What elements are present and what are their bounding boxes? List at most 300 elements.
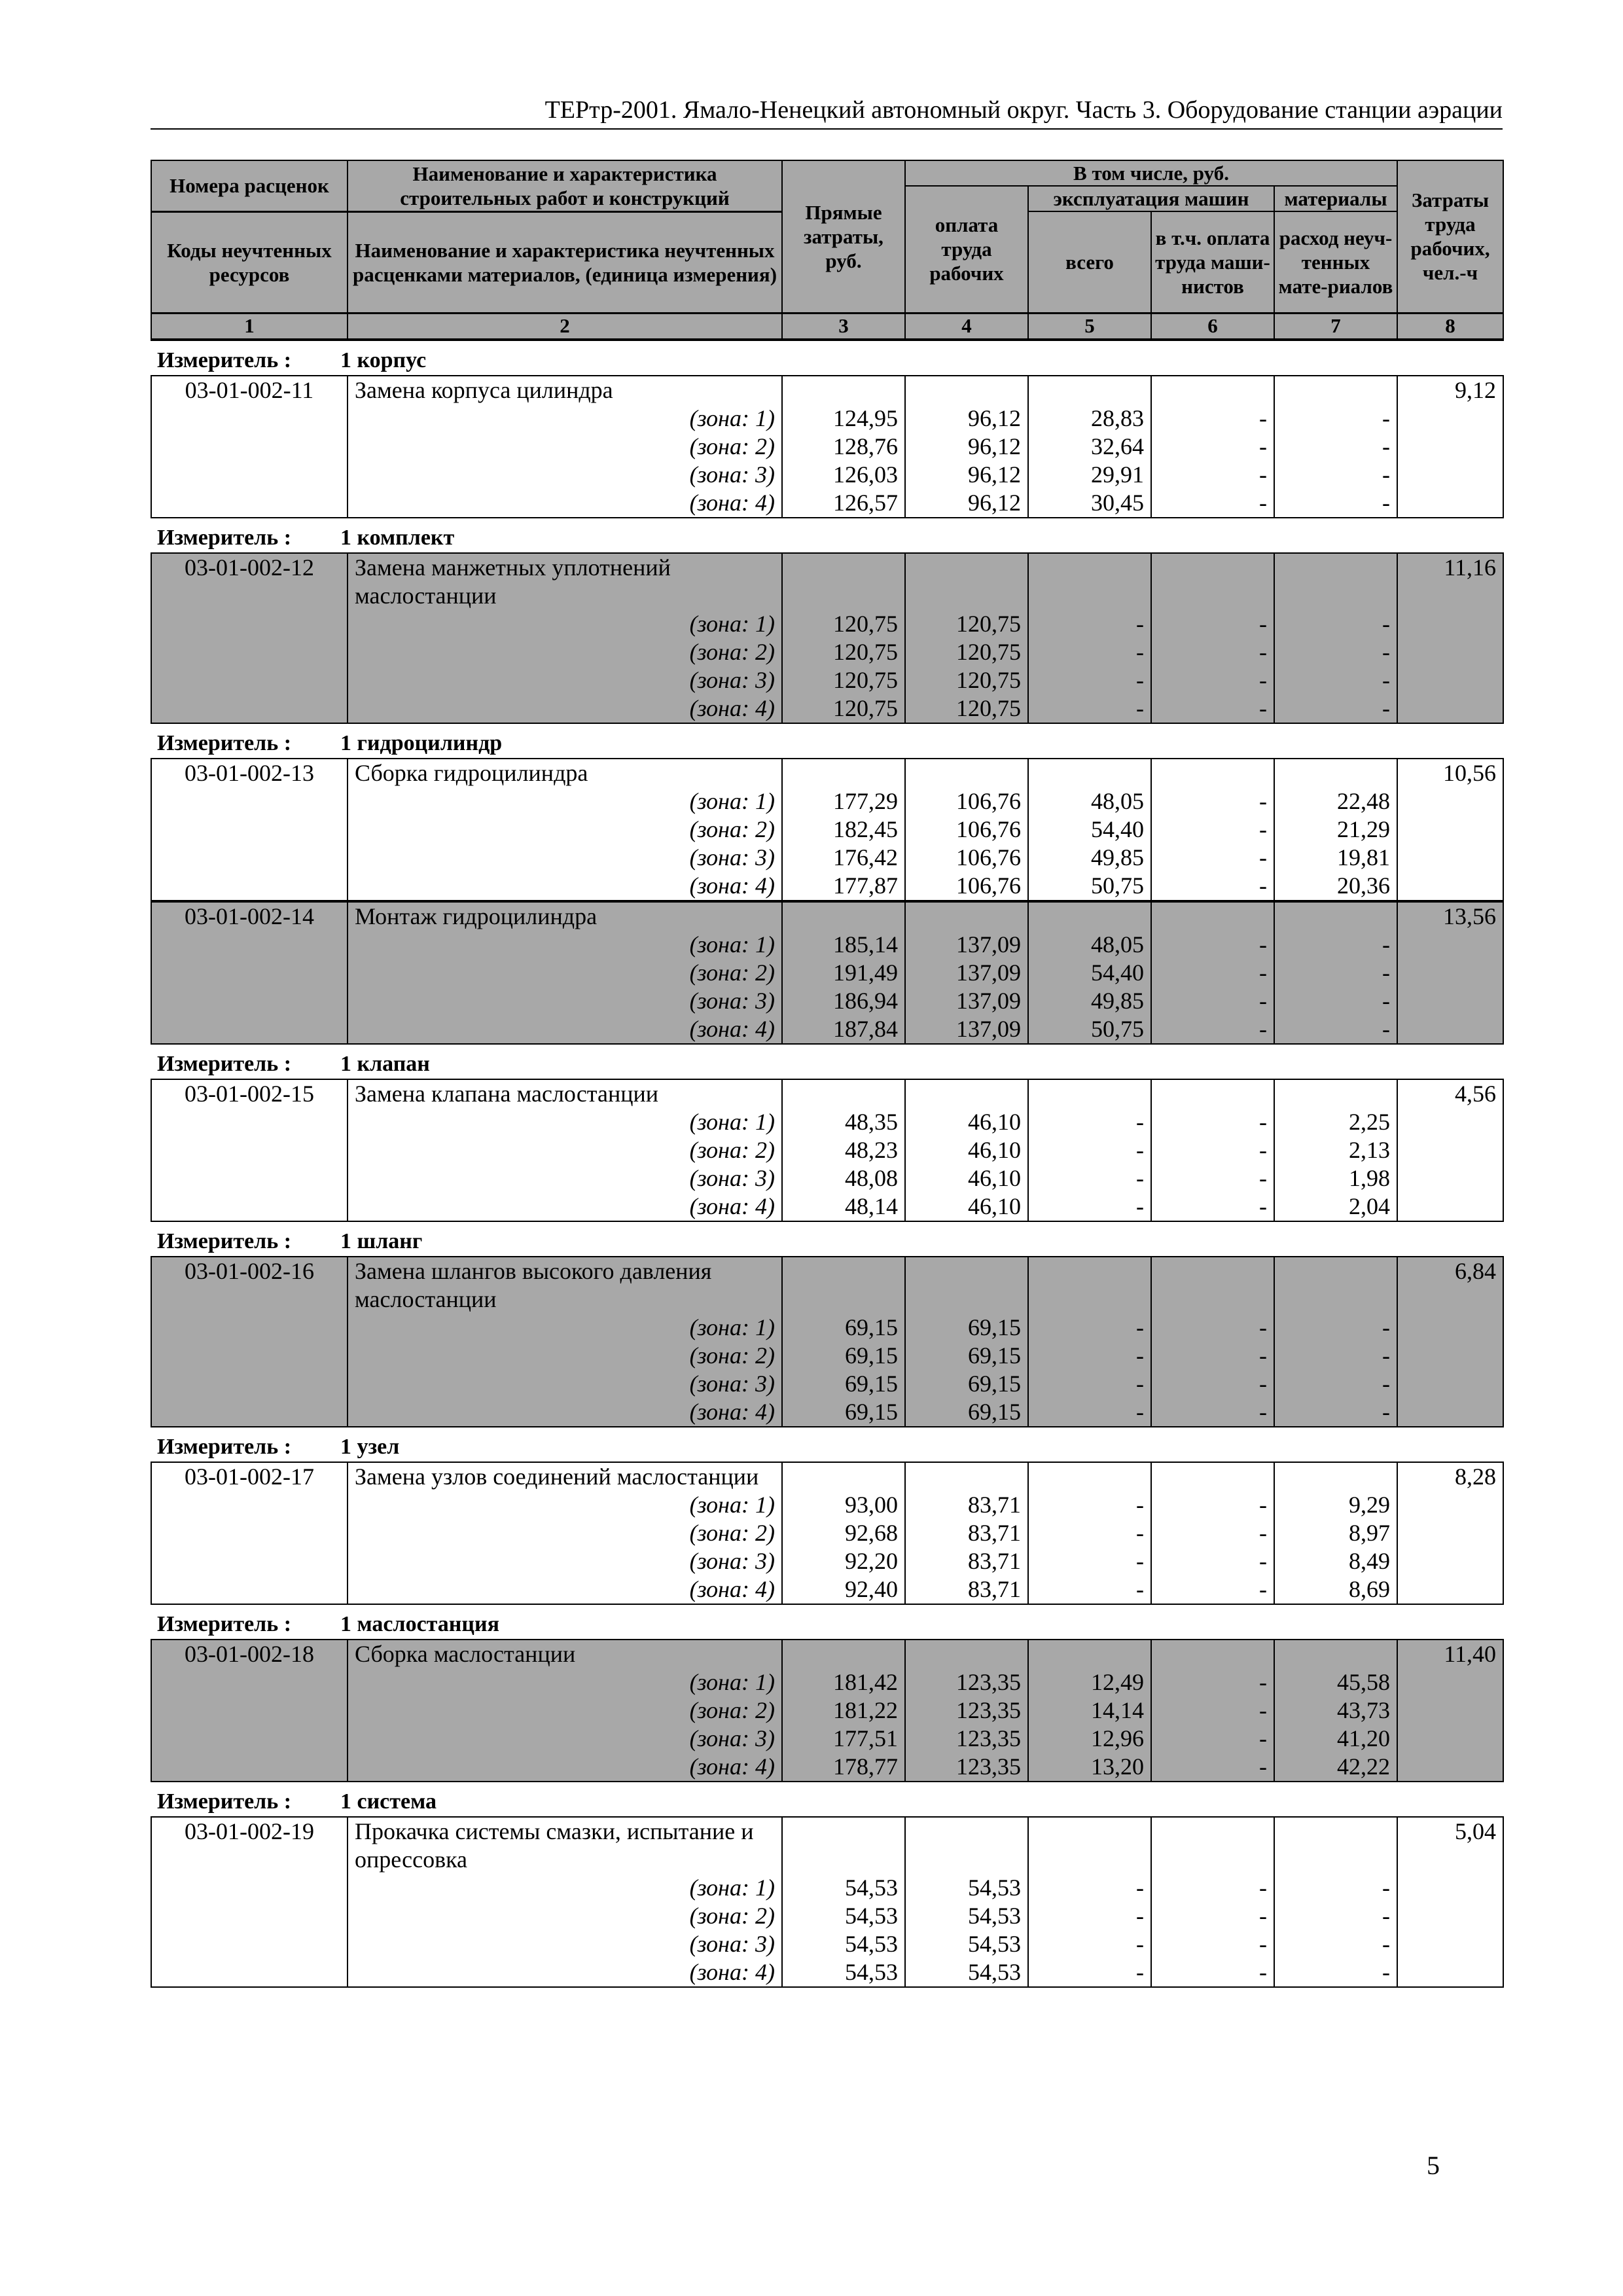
worker-pay: 69,15 bbox=[905, 1314, 1028, 1342]
table-row bbox=[151, 759, 1503, 787]
material-cost: 2,13 bbox=[1274, 1136, 1397, 1164]
table-row bbox=[151, 666, 1503, 694]
table-row bbox=[151, 1547, 1503, 1575]
labor-cost: 13,56 bbox=[1397, 902, 1503, 931]
material-cost: - bbox=[1274, 959, 1397, 987]
worker-pay: 46,10 bbox=[905, 1108, 1028, 1136]
direct-cost: 186,94 bbox=[782, 987, 905, 1015]
col-number: 1 bbox=[151, 313, 348, 340]
rate-table bbox=[151, 160, 1503, 1988]
machine-cost: 14,14 bbox=[1028, 1696, 1151, 1725]
table-row bbox=[151, 610, 1503, 638]
labor-cost: 6,84 bbox=[1397, 1257, 1503, 1314]
table-row bbox=[151, 1314, 1503, 1342]
table-row bbox=[151, 931, 1503, 959]
rate-item bbox=[151, 375, 1504, 518]
material-cost: 8,69 bbox=[1274, 1575, 1397, 1604]
worker-pay: 120,75 bbox=[905, 638, 1028, 666]
material-cost: 2,04 bbox=[1274, 1193, 1397, 1221]
operator-pay: - bbox=[1151, 1930, 1274, 1958]
table-row bbox=[151, 553, 1503, 610]
zone-label: (зона: 4) bbox=[348, 1753, 782, 1782]
worker-pay: 69,15 bbox=[905, 1398, 1028, 1427]
table-row bbox=[151, 433, 1503, 461]
material-cost: - bbox=[1274, 1874, 1397, 1902]
worker-pay: 54,53 bbox=[905, 1958, 1028, 1987]
col-total: всего bbox=[1028, 211, 1151, 313]
operator-pay: - bbox=[1151, 1958, 1274, 1987]
direct-cost: 176,42 bbox=[782, 844, 905, 872]
zone-label: (зона: 3) bbox=[348, 1164, 782, 1193]
machine-cost: 29,91 bbox=[1028, 461, 1151, 489]
col-labor-costs: Затраты труда рабочих, чел.-ч bbox=[1397, 160, 1503, 313]
zone-label: (зона: 4) bbox=[348, 694, 782, 723]
worker-pay: 69,15 bbox=[905, 1342, 1028, 1370]
work-name: Монтаж гидроцилиндра bbox=[348, 902, 782, 931]
material-cost: - bbox=[1274, 1902, 1397, 1930]
measure-row bbox=[151, 1427, 1503, 1462]
table-row bbox=[151, 1874, 1503, 1902]
labor-cost: 10,56 bbox=[1397, 759, 1503, 787]
worker-pay: 83,71 bbox=[905, 1575, 1028, 1604]
operator-pay: - bbox=[1151, 1668, 1274, 1696]
table-row bbox=[151, 959, 1503, 987]
measure-unit: 1 клапан bbox=[340, 1051, 430, 1076]
worker-pay: 106,76 bbox=[905, 872, 1028, 901]
machine-cost: 48,05 bbox=[1028, 931, 1151, 959]
rate-item bbox=[151, 1639, 1504, 1782]
col-number: 7 bbox=[1274, 313, 1397, 340]
zone-label: (зона: 3) bbox=[348, 666, 782, 694]
worker-pay: 69,15 bbox=[905, 1370, 1028, 1398]
direct-cost: 69,15 bbox=[782, 1398, 905, 1427]
rate-item bbox=[151, 552, 1504, 724]
direct-cost: 48,35 bbox=[782, 1108, 905, 1136]
table-row bbox=[151, 1015, 1503, 1044]
measure-unit: 1 гидроцилиндр bbox=[340, 730, 503, 755]
material-cost: - bbox=[1274, 666, 1397, 694]
rate-code: 03-01-002-16 bbox=[151, 1257, 348, 1314]
material-cost: - bbox=[1274, 1314, 1397, 1342]
worker-pay: 54,53 bbox=[905, 1902, 1028, 1930]
material-cost: 1,98 bbox=[1274, 1164, 1397, 1193]
machine-cost: 49,85 bbox=[1028, 987, 1151, 1015]
material-cost: 45,58 bbox=[1274, 1668, 1397, 1696]
measure-unit: 1 корпус bbox=[340, 348, 427, 372]
table-row bbox=[151, 376, 1503, 404]
rate-code: 03-01-002-17 bbox=[151, 1462, 348, 1491]
machine-cost: - bbox=[1028, 1370, 1151, 1398]
machine-cost: - bbox=[1028, 1108, 1151, 1136]
operator-pay: - bbox=[1151, 931, 1274, 959]
labor-cost: 8,28 bbox=[1397, 1462, 1503, 1491]
page-header: ТЕРтр-2001. Ямало-Ненецкий автономный округ. Часть 3. Оборудование станции аэрации bbox=[151, 97, 1503, 130]
measure-row bbox=[151, 341, 1503, 375]
measure-unit: 1 шланг bbox=[340, 1229, 423, 1253]
zone-label: (зона: 2) bbox=[348, 1136, 782, 1164]
material-cost: - bbox=[1274, 489, 1397, 518]
table-row bbox=[151, 1958, 1503, 1987]
machine-cost: - bbox=[1028, 1314, 1151, 1342]
labor-cost: 5,04 bbox=[1397, 1817, 1503, 1874]
machine-cost: 30,45 bbox=[1028, 489, 1151, 518]
zone-label: (зона: 3) bbox=[348, 1547, 782, 1575]
table-header bbox=[151, 160, 1504, 341]
worker-pay: 123,35 bbox=[905, 1696, 1028, 1725]
measure-unit: 1 комплект bbox=[340, 525, 455, 550]
machine-cost: - bbox=[1028, 1902, 1151, 1930]
zone-label: (зона: 1) bbox=[348, 1314, 782, 1342]
col-number: 4 bbox=[905, 313, 1028, 340]
rate-item bbox=[151, 1256, 1504, 1427]
machine-cost: 54,40 bbox=[1028, 959, 1151, 987]
col-resource-codes: Коды неучтенных ресурсов bbox=[151, 211, 348, 313]
col-materials: материалы bbox=[1274, 186, 1397, 211]
machine-cost: - bbox=[1028, 1491, 1151, 1519]
table-row bbox=[151, 1668, 1503, 1696]
material-cost: 42,22 bbox=[1274, 1753, 1397, 1782]
material-cost: 41,20 bbox=[1274, 1725, 1397, 1753]
work-name: Замена клапана маслостанции bbox=[348, 1079, 782, 1108]
zone-label: (зона: 1) bbox=[348, 1108, 782, 1136]
table-row bbox=[151, 787, 1503, 816]
material-cost: 19,81 bbox=[1274, 844, 1397, 872]
rate-code: 03-01-002-19 bbox=[151, 1817, 348, 1874]
operator-pay: - bbox=[1151, 987, 1274, 1015]
zone-label: (зона: 1) bbox=[348, 1491, 782, 1519]
operator-pay: - bbox=[1151, 1725, 1274, 1753]
material-cost: - bbox=[1274, 987, 1397, 1015]
table-row bbox=[151, 1136, 1503, 1164]
col-rate-numbers: Номера расценок bbox=[151, 160, 348, 211]
table-row bbox=[151, 1079, 1503, 1108]
machine-cost: 12,49 bbox=[1028, 1668, 1151, 1696]
direct-cost: 54,53 bbox=[782, 1902, 905, 1930]
operator-pay: - bbox=[1151, 1491, 1274, 1519]
operator-pay: - bbox=[1151, 1575, 1274, 1604]
machine-cost: - bbox=[1028, 694, 1151, 723]
table-row bbox=[151, 1462, 1503, 1491]
worker-pay: 106,76 bbox=[905, 787, 1028, 816]
table-row bbox=[151, 844, 1503, 872]
table-row bbox=[151, 987, 1503, 1015]
zone-label: (зона: 3) bbox=[348, 844, 782, 872]
col-number: 6 bbox=[1151, 313, 1274, 340]
operator-pay: - bbox=[1151, 959, 1274, 987]
worker-pay: 120,75 bbox=[905, 694, 1028, 723]
table-row bbox=[151, 1930, 1503, 1958]
direct-cost: 54,53 bbox=[782, 1930, 905, 1958]
operator-pay: - bbox=[1151, 1547, 1274, 1575]
material-cost: - bbox=[1274, 1370, 1397, 1398]
material-cost: - bbox=[1274, 1342, 1397, 1370]
direct-cost: 120,75 bbox=[782, 694, 905, 723]
direct-cost: 191,49 bbox=[782, 959, 905, 987]
zone-label: (зона: 4) bbox=[348, 1398, 782, 1427]
material-cost: 8,49 bbox=[1274, 1547, 1397, 1575]
material-cost: - bbox=[1274, 610, 1397, 638]
rate-item bbox=[151, 901, 1504, 1045]
direct-cost: 120,75 bbox=[782, 666, 905, 694]
col-operator-pay: в т.ч. оплата труда маши-нистов bbox=[1151, 211, 1274, 313]
table-row bbox=[151, 1640, 1503, 1668]
machine-cost: - bbox=[1028, 1575, 1151, 1604]
zone-label: (зона: 4) bbox=[348, 489, 782, 518]
table-row bbox=[151, 489, 1503, 518]
material-cost: 43,73 bbox=[1274, 1696, 1397, 1725]
table-row bbox=[151, 816, 1503, 844]
direct-cost: 128,76 bbox=[782, 433, 905, 461]
direct-cost: 126,03 bbox=[782, 461, 905, 489]
direct-cost: 178,77 bbox=[782, 1753, 905, 1782]
rate-code: 03-01-002-18 bbox=[151, 1640, 348, 1668]
machine-cost: 32,64 bbox=[1028, 433, 1151, 461]
operator-pay: - bbox=[1151, 1696, 1274, 1725]
direct-cost: 93,00 bbox=[782, 1491, 905, 1519]
col-worker-pay: оплата труда рабочих bbox=[905, 186, 1028, 313]
work-name: Замена корпуса цилиндра bbox=[348, 376, 782, 404]
worker-pay: 96,12 bbox=[905, 489, 1028, 518]
machine-cost: - bbox=[1028, 1193, 1151, 1221]
worker-pay: 123,35 bbox=[905, 1668, 1028, 1696]
material-cost: 9,29 bbox=[1274, 1491, 1397, 1519]
zone-label: (зона: 4) bbox=[348, 872, 782, 901]
direct-cost: 185,14 bbox=[782, 931, 905, 959]
zone-label: (зона: 2) bbox=[348, 1902, 782, 1930]
worker-pay: 54,53 bbox=[905, 1874, 1028, 1902]
zone-label: (зона: 2) bbox=[348, 433, 782, 461]
material-cost: - bbox=[1274, 404, 1397, 433]
worker-pay: 137,09 bbox=[905, 959, 1028, 987]
machine-cost: 48,05 bbox=[1028, 787, 1151, 816]
worker-pay: 137,09 bbox=[905, 987, 1028, 1015]
material-cost: - bbox=[1274, 1015, 1397, 1044]
machine-cost: 50,75 bbox=[1028, 1015, 1151, 1044]
work-name: Прокачка системы смазки, испытание и опрессовка bbox=[348, 1817, 782, 1874]
material-cost: - bbox=[1274, 931, 1397, 959]
rate-code: 03-01-002-13 bbox=[151, 759, 348, 787]
work-name: Замена шлангов высокого давления маслостанции bbox=[348, 1257, 782, 1314]
operator-pay: - bbox=[1151, 1398, 1274, 1427]
material-cost: - bbox=[1274, 638, 1397, 666]
table-row bbox=[151, 638, 1503, 666]
zone-label: (зона: 1) bbox=[348, 610, 782, 638]
material-cost: 2,25 bbox=[1274, 1108, 1397, 1136]
measure-label: Измеритель : bbox=[157, 730, 292, 755]
operator-pay: - bbox=[1151, 1164, 1274, 1193]
zone-label: (зона: 2) bbox=[348, 959, 782, 987]
measure-row bbox=[151, 1045, 1503, 1079]
table-row bbox=[151, 694, 1503, 723]
zone-label: (зона: 3) bbox=[348, 987, 782, 1015]
zone-label: (зона: 4) bbox=[348, 1958, 782, 1987]
table-row bbox=[151, 1257, 1503, 1314]
labor-cost: 11,40 bbox=[1397, 1640, 1503, 1668]
measure-label: Измеритель : bbox=[157, 1789, 292, 1814]
direct-cost: 126,57 bbox=[782, 489, 905, 518]
rate-item bbox=[151, 1816, 1504, 1988]
direct-cost: 92,20 bbox=[782, 1547, 905, 1575]
direct-cost: 120,75 bbox=[782, 638, 905, 666]
worker-pay: 120,75 bbox=[905, 610, 1028, 638]
machine-cost: - bbox=[1028, 1958, 1151, 1987]
rate-code: 03-01-002-15 bbox=[151, 1079, 348, 1108]
col-number: 2 bbox=[348, 313, 782, 340]
direct-cost: 69,15 bbox=[782, 1314, 905, 1342]
zone-label: (зона: 1) bbox=[348, 787, 782, 816]
worker-pay: 54,53 bbox=[905, 1930, 1028, 1958]
machine-cost: - bbox=[1028, 666, 1151, 694]
labor-cost: 11,16 bbox=[1397, 553, 1503, 610]
operator-pay: - bbox=[1151, 1108, 1274, 1136]
direct-cost: 54,53 bbox=[782, 1958, 905, 1987]
zone-label: (зона: 4) bbox=[348, 1015, 782, 1044]
machine-cost: - bbox=[1028, 1874, 1151, 1902]
machine-cost: - bbox=[1028, 610, 1151, 638]
operator-pay: - bbox=[1151, 610, 1274, 638]
table-row bbox=[151, 1342, 1503, 1370]
measure-unit: 1 узел bbox=[340, 1434, 400, 1459]
table-row bbox=[151, 1817, 1503, 1874]
direct-cost: 69,15 bbox=[782, 1342, 905, 1370]
worker-pay: 137,09 bbox=[905, 931, 1028, 959]
direct-cost: 187,84 bbox=[782, 1015, 905, 1044]
worker-pay: 96,12 bbox=[905, 461, 1028, 489]
col-mat-consumption: расход неуч-тенных мате-риалов bbox=[1274, 211, 1397, 313]
measure-row bbox=[151, 724, 1503, 758]
machine-cost: - bbox=[1028, 1342, 1151, 1370]
operator-pay: - bbox=[1151, 489, 1274, 518]
measure-label: Измеритель : bbox=[157, 525, 292, 550]
operator-pay: - bbox=[1151, 1342, 1274, 1370]
rate-item bbox=[151, 758, 1504, 901]
worker-pay: 83,71 bbox=[905, 1547, 1028, 1575]
material-cost: 20,36 bbox=[1274, 872, 1397, 901]
material-cost: - bbox=[1274, 1930, 1397, 1958]
zone-label: (зона: 3) bbox=[348, 1725, 782, 1753]
material-cost: 21,29 bbox=[1274, 816, 1397, 844]
operator-pay: - bbox=[1151, 816, 1274, 844]
table-row bbox=[151, 1108, 1503, 1136]
table-row bbox=[151, 1902, 1503, 1930]
table-row bbox=[151, 1753, 1503, 1782]
machine-cost: - bbox=[1028, 1136, 1151, 1164]
table-row bbox=[151, 1696, 1503, 1725]
material-cost: - bbox=[1274, 461, 1397, 489]
work-name: Замена узлов соединений маслостанции bbox=[348, 1462, 782, 1491]
worker-pay: 96,12 bbox=[905, 433, 1028, 461]
table-row bbox=[151, 404, 1503, 433]
zone-label: (зона: 2) bbox=[348, 1342, 782, 1370]
operator-pay: - bbox=[1151, 787, 1274, 816]
worker-pay: 120,75 bbox=[905, 666, 1028, 694]
machine-cost: - bbox=[1028, 1547, 1151, 1575]
zone-label: (зона: 1) bbox=[348, 1874, 782, 1902]
operator-pay: - bbox=[1151, 1370, 1274, 1398]
worker-pay: 46,10 bbox=[905, 1193, 1028, 1221]
col-number: 5 bbox=[1028, 313, 1151, 340]
zone-label: (зона: 2) bbox=[348, 816, 782, 844]
material-cost: - bbox=[1274, 1398, 1397, 1427]
material-cost: - bbox=[1274, 433, 1397, 461]
operator-pay: - bbox=[1151, 1753, 1274, 1782]
rate-item bbox=[151, 1462, 1504, 1605]
zone-label: (зона: 1) bbox=[348, 1668, 782, 1696]
direct-cost: 48,14 bbox=[782, 1193, 905, 1221]
rate-code: 03-01-002-12 bbox=[151, 553, 348, 610]
direct-cost: 48,23 bbox=[782, 1136, 905, 1164]
measure-row bbox=[151, 518, 1503, 552]
zone-label: (зона: 2) bbox=[348, 1519, 782, 1547]
zone-label: (зона: 2) bbox=[348, 1696, 782, 1725]
col-machines: эксплуатация машин bbox=[1028, 186, 1274, 211]
operator-pay: - bbox=[1151, 638, 1274, 666]
worker-pay: 96,12 bbox=[905, 404, 1028, 433]
operator-pay: - bbox=[1151, 1193, 1274, 1221]
table-row bbox=[151, 1398, 1503, 1427]
sections bbox=[151, 341, 1503, 1988]
material-cost: - bbox=[1274, 694, 1397, 723]
direct-cost: 54,53 bbox=[782, 1874, 905, 1902]
machine-cost: 12,96 bbox=[1028, 1725, 1151, 1753]
rate-item bbox=[151, 1079, 1504, 1222]
direct-cost: 92,68 bbox=[782, 1519, 905, 1547]
table-row bbox=[151, 1370, 1503, 1398]
table-row bbox=[151, 1725, 1503, 1753]
operator-pay: - bbox=[1151, 1136, 1274, 1164]
worker-pay: 83,71 bbox=[905, 1491, 1028, 1519]
labor-cost: 9,12 bbox=[1397, 376, 1503, 404]
zone-label: (зона: 4) bbox=[348, 1575, 782, 1604]
direct-cost: 182,45 bbox=[782, 816, 905, 844]
machine-cost: - bbox=[1028, 1519, 1151, 1547]
measure-row bbox=[151, 1605, 1503, 1639]
page-number: 5 bbox=[1427, 2151, 1440, 2180]
zone-label: (зона: 1) bbox=[348, 404, 782, 433]
direct-cost: 177,51 bbox=[782, 1725, 905, 1753]
direct-cost: 181,42 bbox=[782, 1668, 905, 1696]
worker-pay: 106,76 bbox=[905, 816, 1028, 844]
table-row bbox=[151, 461, 1503, 489]
machine-cost: - bbox=[1028, 638, 1151, 666]
operator-pay: - bbox=[1151, 433, 1274, 461]
worker-pay: 137,09 bbox=[905, 1015, 1028, 1044]
labor-cost: 4,56 bbox=[1397, 1079, 1503, 1108]
direct-cost: 181,22 bbox=[782, 1696, 905, 1725]
material-cost: 8,97 bbox=[1274, 1519, 1397, 1547]
operator-pay: - bbox=[1151, 1874, 1274, 1902]
material-cost: 22,48 bbox=[1274, 787, 1397, 816]
machine-cost: 49,85 bbox=[1028, 844, 1151, 872]
machine-cost: 28,83 bbox=[1028, 404, 1151, 433]
work-name: Замена манжетных уплотнений маслостанции bbox=[348, 553, 782, 610]
worker-pay: 46,10 bbox=[905, 1164, 1028, 1193]
machine-cost: - bbox=[1028, 1164, 1151, 1193]
measure-row bbox=[151, 1782, 1503, 1816]
direct-cost: 48,08 bbox=[782, 1164, 905, 1193]
work-name: Сборка маслостанции bbox=[348, 1640, 782, 1668]
col-name-bottom: Наименование и характеристика неучтенных расценками материалов, (единица измерения) bbox=[348, 211, 782, 313]
worker-pay: 46,10 bbox=[905, 1136, 1028, 1164]
operator-pay: - bbox=[1151, 1015, 1274, 1044]
measure-unit: 1 маслостанция bbox=[340, 1611, 499, 1636]
measure-row bbox=[151, 1222, 1503, 1256]
table-row bbox=[151, 1164, 1503, 1193]
machine-cost: 50,75 bbox=[1028, 872, 1151, 901]
table-row bbox=[151, 1575, 1503, 1604]
worker-pay: 83,71 bbox=[905, 1519, 1028, 1547]
work-name: Сборка гидроцилиндра bbox=[348, 759, 782, 787]
